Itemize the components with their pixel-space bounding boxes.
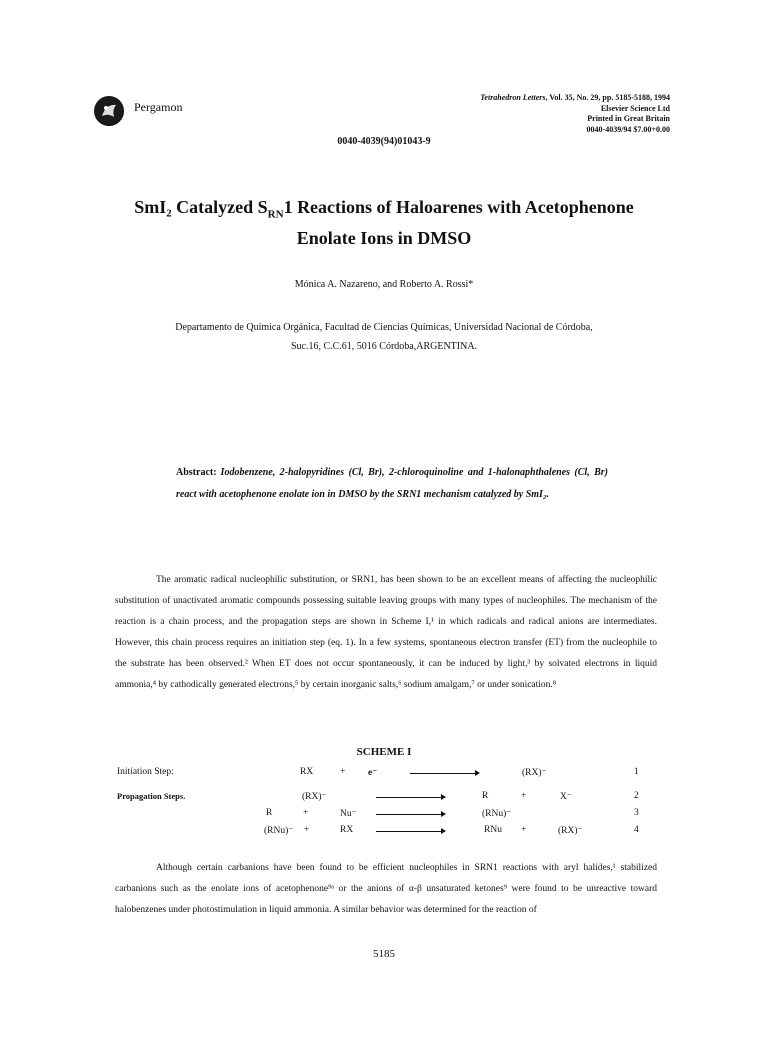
abstract	[176, 462, 608, 506]
title-line1-rest: 1 Reactions of Haloarenes with Acetophenone	[283, 197, 634, 217]
scheme-r2-e: X⁻	[560, 792, 572, 802]
abstract-label: Abstract:	[176, 467, 217, 478]
journal-citation	[480, 93, 670, 104]
scheme-r1-c: (RX)⁻	[522, 768, 547, 778]
scheme-r1-num: 1	[634, 767, 639, 777]
authors: Mónica A. Nazareno, and Roberto A. Rossi*	[294, 279, 474, 290]
journal-publisher: Elsevier Science Ltd	[600, 103, 670, 113]
journal-volume: , Vol. 35, No. 29, pp. 5185-5188, 1994	[545, 93, 670, 102]
journal-printed: Printed in Great Britain	[587, 114, 670, 123]
scheme-r2-num: 2	[634, 791, 639, 801]
publisher-name: Pergamon	[134, 100, 183, 114]
body-paragraph-2	[115, 858, 657, 921]
scheme-r3-b: Nu⁻	[340, 809, 357, 819]
paragraph-2-text: Although certain carbanions have been found to be efficient nucleophiles in SRN1 reactions with aryl halides,¹ stabilized carbanions such as the enolate ions of acetophenone⁹ᵃ or the anions of α-β unsaturated ketones⁹ were found to be unreactive toward halobenzenes under photostimulation in liquid ammonia. A similar behavior was determined for the reaction of	[115, 863, 657, 915]
body-paragraph-1	[115, 570, 657, 696]
scheme-r2-arrow	[376, 797, 442, 798]
scheme-r4-c: RNu	[484, 825, 502, 835]
affiliation-line2: Suc.16, C.C.61, 5016 Córdoba,ARGENTINA.	[290, 341, 478, 352]
pergamon-logo	[94, 96, 124, 126]
scheme-r1-op: +	[340, 767, 346, 777]
scheme-r3-a: R	[266, 808, 273, 818]
scheme-r1-arrow	[410, 773, 476, 774]
doi: 0040-4039(94)01043-9	[337, 136, 431, 147]
affiliation-line1: Departamento de Química Orgánica, Facultad de Ciencias Químicas, Universidad Nacional de Córdoba,	[175, 322, 593, 333]
scheme-r1-a: RX	[300, 767, 314, 777]
scheme-r3-op: +	[303, 808, 309, 818]
scheme-title: SCHEME I	[356, 746, 412, 758]
paragraph-1-text: The aromatic radical nucleophilic substitution, or SRN1, has been shown to be an excellent means of affecting the nucleophilic substitution of unactivated aromatic compounds possessing suitable leaving groups with many types of nucleophiles. The mechanism of the reaction is a chain process, and the propagation steps are shown in Scheme I,¹ in which radicals and radical anions are intermediates. However, this chain process requires an initiation step (eq. 1). In a few systems, spontaneous electron transfer (ET) from the nucleophile to the substrate has been observed.² When ET does not occur spontaneously, it can be induced by light,³ by solvated electrons in liquid ammonia,⁴ by cathodically generated electrons,⁵ by certain inorganic salts,⁶ sodium amalgam,⁷ or under sonication.⁸	[115, 575, 657, 690]
affiliation	[0, 318, 768, 356]
paper-title	[0, 196, 768, 250]
title-line2: Enolate Ions in DMSO	[296, 227, 472, 248]
scheme-r4-num: 4	[634, 825, 639, 835]
scheme-r3-num: 3	[634, 808, 639, 818]
scheme-r4-e: (RX)⁻	[558, 826, 583, 836]
scheme-r4-arrow	[376, 831, 442, 832]
title-subscript: RN	[267, 208, 284, 221]
title-line1: SmI₂ Catalyzed S	[134, 197, 268, 217]
scheme-r4-a: (RNu)⁻	[264, 826, 294, 836]
scheme-r1-b: e⁻	[368, 768, 378, 778]
pergamon-logo-icon	[94, 96, 124, 126]
journal-price: 0040-4039/94 $7.00+0.00	[586, 124, 670, 134]
scheme-r2-d: +	[521, 791, 527, 801]
scheme-r4-op: +	[304, 825, 310, 835]
page-number: 5185	[373, 948, 395, 960]
journal-title: Tetrahedron Letters	[480, 93, 546, 102]
journal-info	[480, 93, 670, 135]
scheme-r4-b: RX	[340, 825, 354, 835]
scheme-r3-arrow	[376, 814, 442, 815]
scheme-initiation-label: Initiation Step:	[117, 767, 174, 777]
scheme-r2-c: R	[482, 791, 489, 801]
scheme-r2-a: (RX)⁻	[302, 792, 327, 802]
abstract-text: Iodobenzene, 2-halopyridines (Cl, Br), 2-chloroquinoline and 1-halonaphthalenes (Cl, Br) react with acetophenone enolate ion in DMSO by the SRN1 mechanism catalyzed by SmI₂.	[176, 467, 608, 500]
scheme-r4-d: +	[521, 825, 527, 835]
scheme-r3-c: (RNu)⁻	[482, 809, 512, 819]
scheme-propagation-label: Propagation Steps.	[117, 791, 186, 801]
